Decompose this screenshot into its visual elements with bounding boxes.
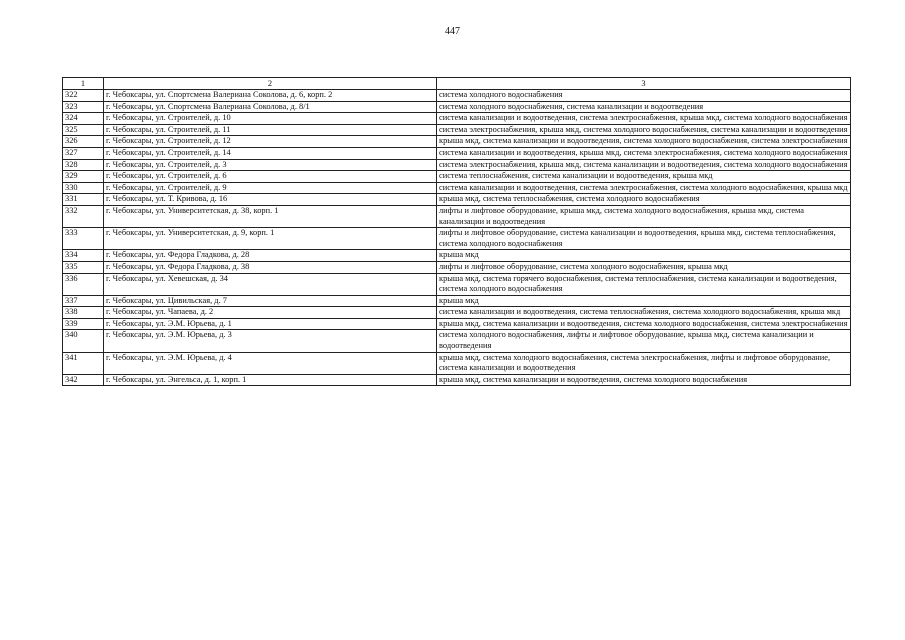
column-header-number: 1	[63, 78, 104, 90]
row-number-cell: 332	[63, 205, 104, 227]
table-row	[63, 318, 851, 330]
table-row	[63, 273, 851, 295]
row-address-cell: г. Чебоксары, ул. Спортсмена Валериана Соколова, д. 8/1	[104, 101, 437, 113]
table-row	[63, 295, 851, 307]
row-systems-cell: система теплоснабжения, система канализации и водоотведения, крыша мкд	[437, 171, 851, 183]
row-number-cell: 324	[63, 113, 104, 125]
row-number-cell: 335	[63, 261, 104, 273]
page-number: 447	[445, 26, 460, 37]
table-row	[63, 352, 851, 374]
row-address-cell: г. Чебоксары, ул. Цивильская, д. 7	[104, 295, 437, 307]
row-systems-cell: система холодного водоснабжения, лифты и лифтовое оборудование, крыша мкд, система канализации и водоотведения	[437, 330, 851, 352]
row-systems-cell: крыша мкд, система холодного водоснабжения, система электроснабжения, лифты и лифтовое оборудование, система канализации и водоотведения	[437, 352, 851, 374]
row-number-cell: 338	[63, 307, 104, 319]
row-number-cell: 326	[63, 136, 104, 148]
row-address-cell: г. Чебоксары, ул. Строителей, д. 12	[104, 136, 437, 148]
row-number-cell: 327	[63, 147, 104, 159]
row-systems-cell: система канализации и водоотведения, система теплоснабжения, система холодного водоснабжения, крыша мкд	[437, 307, 851, 319]
row-address-cell: г. Чебоксары, ул. Строителей, д. 14	[104, 147, 437, 159]
row-number-cell: 339	[63, 318, 104, 330]
row-address-cell: г. Чебоксары, ул. Федора Гладкова, д. 38	[104, 261, 437, 273]
row-number-cell: 325	[63, 124, 104, 136]
row-address-cell: г. Чебоксары, ул. Университетская, д. 9, корп. 1	[104, 228, 437, 250]
row-systems-cell: лифты и лифтовое оборудование, система канализации и водоотведения, крыша мкд, система теплоснабжения, система холодного водоснабжения	[437, 228, 851, 250]
row-address-cell: г. Чебоксары, ул. Строителей, д. 10	[104, 113, 437, 125]
row-number-cell: 322	[63, 90, 104, 102]
table-row	[63, 228, 851, 250]
table-row	[63, 171, 851, 183]
row-address-cell: г. Чебоксары, ул. Строителей, д. 3	[104, 159, 437, 171]
row-systems-cell: крыша мкд, система теплоснабжения, система холодного водоснабжения	[437, 194, 851, 206]
table-row	[63, 124, 851, 136]
row-number-cell: 329	[63, 171, 104, 183]
row-address-cell: г. Чебоксары, ул. Чапаева, д. 2	[104, 307, 437, 319]
row-systems-cell: система холодного водоснабжения	[437, 90, 851, 102]
row-number-cell: 331	[63, 194, 104, 206]
table-row	[63, 147, 851, 159]
row-systems-cell: система канализации и водоотведения, система электроснабжения, крыша мкд, система холодного водоснабжения	[437, 113, 851, 125]
table-row	[63, 261, 851, 273]
table-row	[63, 101, 851, 113]
row-address-cell: г. Чебоксары, ул. Федора Гладкова, д. 28	[104, 250, 437, 262]
row-systems-cell: лифты и лифтовое оборудование, система холодного водоснабжения, крыша мкд	[437, 261, 851, 273]
table-row	[63, 90, 851, 102]
row-address-cell: г. Чебоксары, ул. Т. Кривова, д. 16	[104, 194, 437, 206]
table-header-row	[63, 78, 851, 90]
row-systems-cell: система электроснабжения, крыша мкд, система холодного водоснабжения, система канализации и водоотведения	[437, 124, 851, 136]
data-table	[62, 77, 851, 386]
row-systems-cell: крыша мкд, система канализации и водоотведения, система холодного водоснабжения, система электроснабжения	[437, 136, 851, 148]
row-number-cell: 323	[63, 101, 104, 113]
row-systems-cell: система холодного водоснабжения, система канализации и водоотведения	[437, 101, 851, 113]
row-number-cell: 333	[63, 228, 104, 250]
row-address-cell: г. Чебоксары, ул. Хевешская, д. 34	[104, 273, 437, 295]
row-systems-cell: крыша мкд, система канализации и водоотведения, система холодного водоснабжения, система электроснабжения	[437, 318, 851, 330]
column-header-systems: 3	[437, 78, 851, 90]
row-number-cell: 336	[63, 273, 104, 295]
table-row	[63, 159, 851, 171]
row-address-cell: г. Чебоксары, ул. Строителей, д. 6	[104, 171, 437, 183]
row-number-cell: 337	[63, 295, 104, 307]
table-row	[63, 113, 851, 125]
table-row	[63, 136, 851, 148]
table-row	[63, 307, 851, 319]
row-systems-cell: крыша мкд, система горячего водоснабжения, система теплоснабжения, система канализации и водоотведения, система холодного водоснабжения	[437, 273, 851, 295]
row-systems-cell: система канализации и водоотведения, крыша мкд, система электроснабжения, система холодного водоснабжения	[437, 147, 851, 159]
row-systems-cell: крыша мкд	[437, 295, 851, 307]
row-systems-cell: крыша мкд, система канализации и водоотведения, система холодного водоснабжения	[437, 374, 851, 386]
row-systems-cell: система канализации и водоотведения, система электроснабжения, система холодного водоснабжения, крыша мкд	[437, 182, 851, 194]
table-row	[63, 205, 851, 227]
row-systems-cell: лифты и лифтовое оборудование, крыша мкд, система холодного водоснабжения, крыша мкд, система канализации и водоотведения	[437, 205, 851, 227]
row-systems-cell: система электроснабжения, крыша мкд, система канализации и водоотведения, система холодного водоснабжения	[437, 159, 851, 171]
table-row	[63, 250, 851, 262]
row-address-cell: г. Чебоксары, ул. Спортсмена Валериана Соколова, д. 6, корп. 2	[104, 90, 437, 102]
row-number-cell: 334	[63, 250, 104, 262]
row-number-cell: 340	[63, 330, 104, 352]
table-row	[63, 194, 851, 206]
row-number-cell: 341	[63, 352, 104, 374]
row-number-cell: 328	[63, 159, 104, 171]
row-address-cell: г. Чебоксары, ул. Университетская, д. 38, корп. 1	[104, 205, 437, 227]
row-address-cell: г. Чебоксары, ул. Э.М. Юрьева, д. 4	[104, 352, 437, 374]
row-address-cell: г. Чебоксары, ул. Энгельса, д. 1, корп. 1	[104, 374, 437, 386]
row-number-cell: 342	[63, 374, 104, 386]
row-address-cell: г. Чебоксары, ул. Строителей, д. 9	[104, 182, 437, 194]
row-number-cell: 330	[63, 182, 104, 194]
row-address-cell: г. Чебоксары, ул. Э.М. Юрьева, д. 3	[104, 330, 437, 352]
table-row	[63, 374, 851, 386]
row-address-cell: г. Чебоксары, ул. Строителей, д. 11	[104, 124, 437, 136]
table-row	[63, 330, 851, 352]
row-address-cell: г. Чебоксары, ул. Э.М. Юрьева, д. 1	[104, 318, 437, 330]
column-header-address: 2	[104, 78, 437, 90]
row-systems-cell: крыша мкд	[437, 250, 851, 262]
table-body	[63, 78, 851, 386]
table-row	[63, 182, 851, 194]
